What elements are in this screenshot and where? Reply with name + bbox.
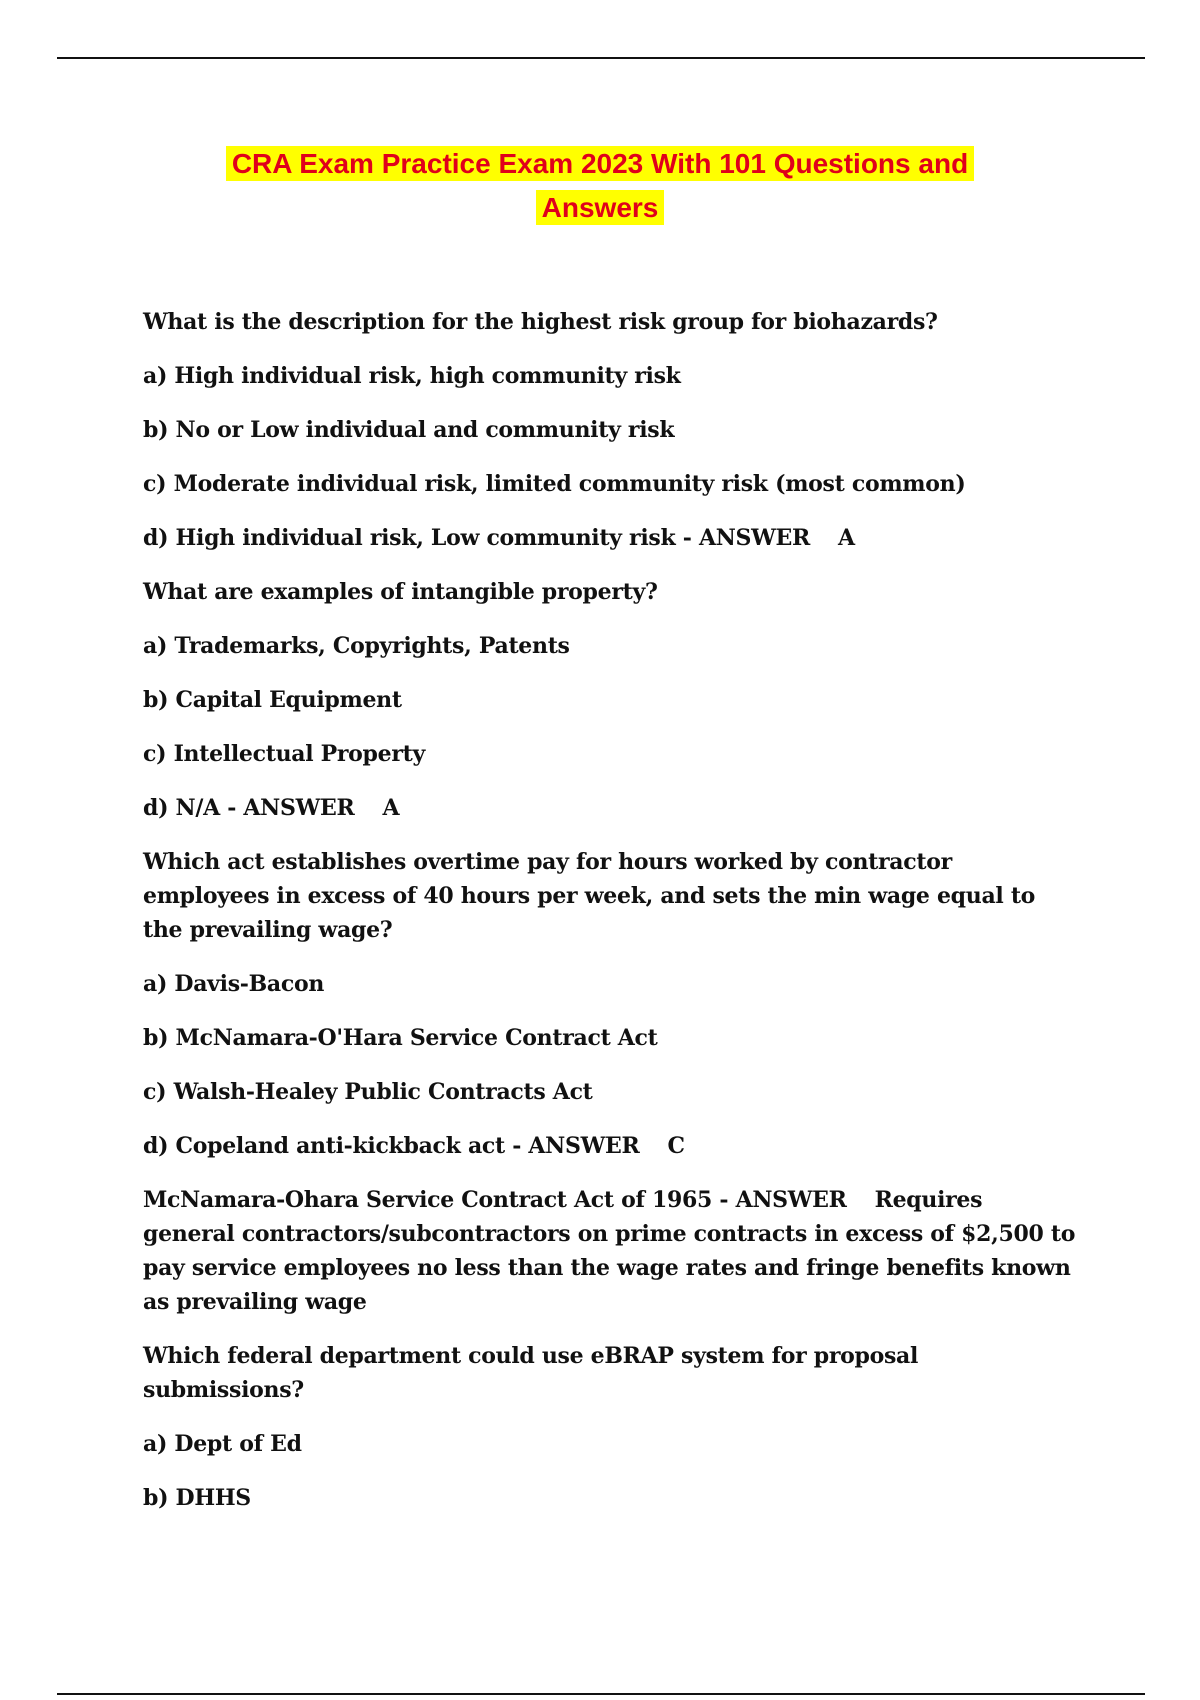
q1-option-c: c) Moderate individual risk, limited community risk (most common): [143, 471, 966, 497]
q3-option-b: b) McNamara-O'Hara Service Contract Act: [143, 1025, 658, 1051]
q2-option-d-text: d) N/A - ANSWER: [143, 795, 355, 821]
q4-prompt: McNamara-Ohara Service Contract Act of 1965 - ANSWER: [143, 1187, 847, 1213]
q2-option-d: [143, 791, 1078, 825]
q1-answer: A: [837, 525, 855, 551]
q2-option-a: a) Trademarks, Copyrights, Patents: [143, 633, 570, 659]
title-line-2: Answers: [536, 190, 665, 225]
q5-option-a: a) Dept of Ed: [143, 1431, 302, 1457]
q4-answer: Requires general contractors/subcontractors on prime contracts in excess of $2,500 to pay service employees no less than the wage rates and fringe benefits known as prevailing wage: [143, 1187, 1076, 1315]
question-3: Which act establishes overtime pay for hours worked by contractor employees in excess of 40 hours per week, and sets the min wage equal to the prevailing wage?: [143, 849, 1036, 943]
title-line-1: CRA Exam Practice Exam 2023 With 101 Questions and: [226, 146, 974, 181]
q5-option-b: b) DHHS: [143, 1485, 251, 1511]
q2-option-b: b) Capital Equipment: [143, 687, 402, 713]
question-2: What are examples of intangible property?: [143, 579, 658, 605]
document-title: [150, 142, 1050, 230]
question-1: What is the description for the highest risk group for biohazards?: [143, 309, 938, 335]
q3-option-d: [143, 1129, 1078, 1163]
question-4: [143, 1183, 1078, 1319]
q1-option-a: a) High individual risk, high community risk: [143, 363, 681, 389]
document-body: [143, 305, 1078, 1535]
question-5: Which federal department could use eBRAP system for proposal submissions?: [143, 1343, 919, 1403]
q1-option-d: [143, 521, 1078, 555]
q3-option-d-text: d) Copeland anti-kickback act - ANSWER: [143, 1133, 640, 1159]
q3-option-a: a) Davis-Bacon: [143, 971, 325, 997]
q2-answer: A: [382, 795, 400, 821]
q1-option-d-text: d) High individual risk, Low community risk - ANSWER: [143, 525, 810, 551]
q3-option-c: c) Walsh-Healey Public Contracts Act: [143, 1079, 593, 1105]
bottom-rule: [57, 1693, 1145, 1695]
q3-answer: C: [667, 1133, 685, 1159]
q1-option-b: b) No or Low individual and community risk: [143, 417, 675, 443]
q2-option-c: c) Intellectual Property: [143, 741, 425, 767]
top-rule: [57, 57, 1145, 59]
